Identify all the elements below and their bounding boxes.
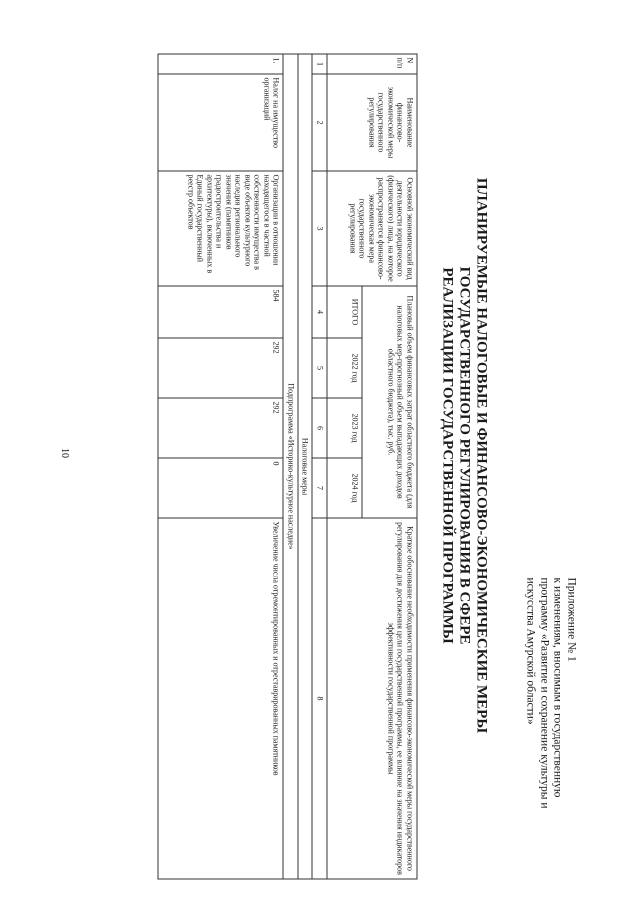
appendix-line: Приложение № 1 <box>565 577 578 662</box>
header-row <box>362 54 417 879</box>
header-2024: 2024 год <box>327 458 362 518</box>
header-2022: 2022 год <box>327 338 362 398</box>
row-num: 1. <box>159 54 284 74</box>
header-total: ИТОГО <box>327 286 362 338</box>
header-name: Наименование финансово-экономической меры государственного регулирования <box>327 74 417 171</box>
row-2024: 0 <box>159 458 284 518</box>
appendix-line: искусства Амурской области» <box>525 577 537 725</box>
column-number: 7 <box>313 458 328 518</box>
section-subprogram: Подпрограмма «Историко-культурное наследие» <box>284 54 299 879</box>
measures-table <box>158 53 418 879</box>
column-number: 8 <box>313 518 328 879</box>
header-2023: 2023 год <box>327 398 362 458</box>
title-line: ПЛАНИРУЕМЫЕ НАЛОГОВЫЕ И ФИНАНСОВО-ЭКОНОМИЧЕСКИЕ МЕРЫ <box>473 177 490 733</box>
header-justification: Краткое обоснование необходимости применения финансово-экономической меры государственного регулирования для достижения цели государственной программы, ее влияние на значения индикаторов эффективности государственной программы <box>327 518 417 879</box>
header-plan: Плановый объем финансовых затрат областного бюджета (для налоговых мер-прогнозный объем выпадающих доходов областного бюджета), тыс. руб. <box>362 286 417 518</box>
column-number: 3 <box>313 171 328 286</box>
section-tax: Налоговые меры <box>298 54 313 879</box>
header-num: N п/п <box>327 54 417 74</box>
row-subject: Организации в отношении находящегося в частной собственности имущества в виде объектов культурного наследия регионального значения (памятников градостроительства и архитектуры), включенных в Единый государственный реестр объектов <box>159 171 284 286</box>
appendix-note <box>524 577 578 869</box>
row-total: 584 <box>159 286 284 338</box>
row-2022: 292 <box>159 338 284 398</box>
title-line: РЕАЛИЗАЦИИ ГОСУДАРСТВЕННОЙ ПРОГРАММЫ <box>439 266 456 644</box>
table-row <box>159 54 284 879</box>
title-line: ГОСУДАРСТВЕННОГО РЕГУЛИРОВАНИЯ В СФЕРЕ <box>456 266 473 644</box>
column-number: 5 <box>313 338 328 398</box>
appendix-line: программу «Развитие и сохранение культуры и <box>538 577 551 809</box>
document-title <box>439 35 490 875</box>
column-number: 1 <box>313 54 328 74</box>
section-row <box>298 54 313 879</box>
column-number: 2 <box>313 74 328 171</box>
row-name: Налог на имущество организаций <box>159 74 284 171</box>
appendix-line: к изменениям, вносимым в государственную <box>552 577 564 797</box>
column-number-row <box>313 54 328 879</box>
column-number: 4 <box>313 286 328 338</box>
page-number: 10 <box>59 448 70 458</box>
rotated-page <box>53 35 588 875</box>
header-subject: Основной экономический вид деятельности юридического (физического) лица, на которое распространяется финансово-экономическая мера государственного регулирования <box>327 171 417 286</box>
column-number: 6 <box>313 398 328 458</box>
row-justification: Увеличение числа отремонтированных и отреставрированных памятников <box>159 518 284 879</box>
section-row <box>284 54 299 879</box>
row-2023: 292 <box>159 398 284 458</box>
